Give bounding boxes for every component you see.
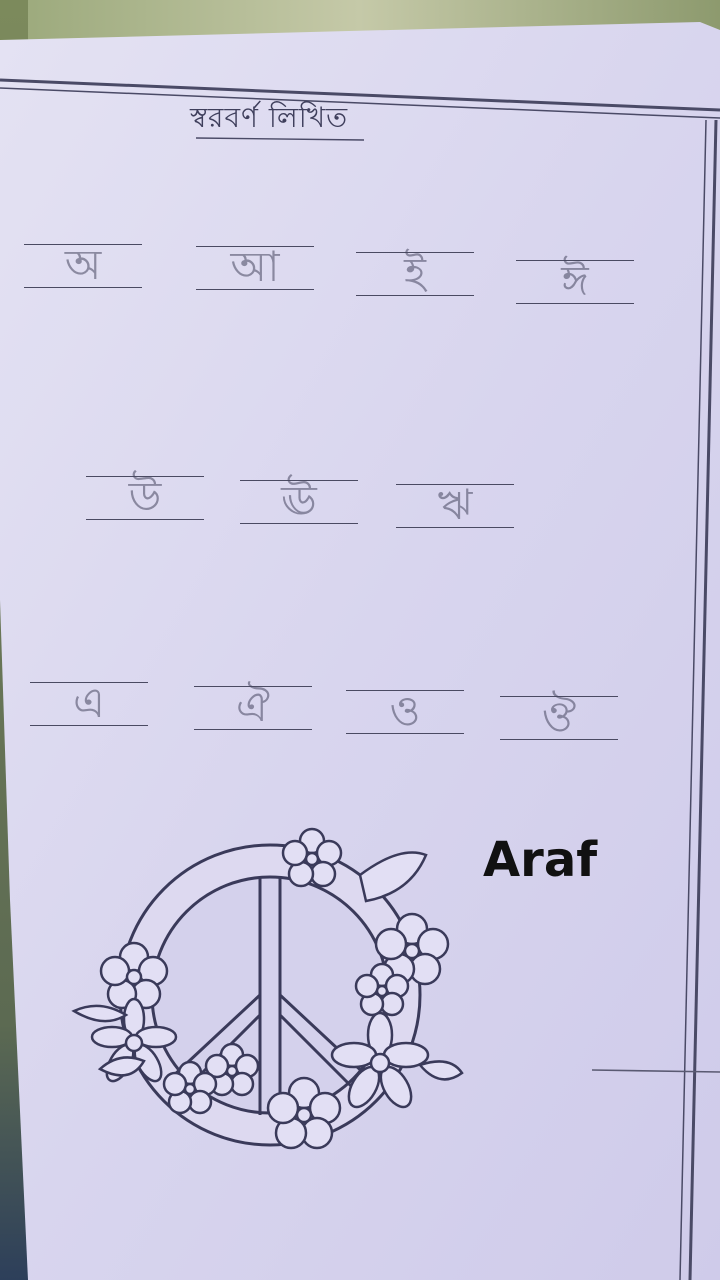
letter-cell [86,474,204,522]
letter-cell [196,244,314,292]
traced-letter: ঋ [437,480,473,529]
traced-letter: ই [404,248,426,297]
traced-letter: ঈ [561,256,589,305]
traced-letter: আ [230,242,280,291]
traced-letter: উ [128,472,162,521]
peace-sign-with-flowers-icon [60,815,480,1175]
traced-letter: অ [64,240,102,289]
letter-cell [240,478,358,526]
letter-cell [30,680,148,728]
letter-cell [346,688,464,736]
traced-letter: ও [389,686,421,735]
student-name: Araf [483,832,598,888]
letter-cell [516,258,634,306]
traced-letter: এ [73,678,105,727]
traced-letter: ঔ [541,692,577,741]
letter-cell [24,242,142,290]
traced-letter: ঐ [236,682,270,731]
letter-cell [500,694,618,742]
worksheet-title: স্বরবর্ণ লিখিত [190,101,349,134]
traced-letter: ঊ [281,476,317,525]
letter-cell [396,482,514,530]
letter-cell [356,250,474,298]
letter-cell [194,684,312,732]
